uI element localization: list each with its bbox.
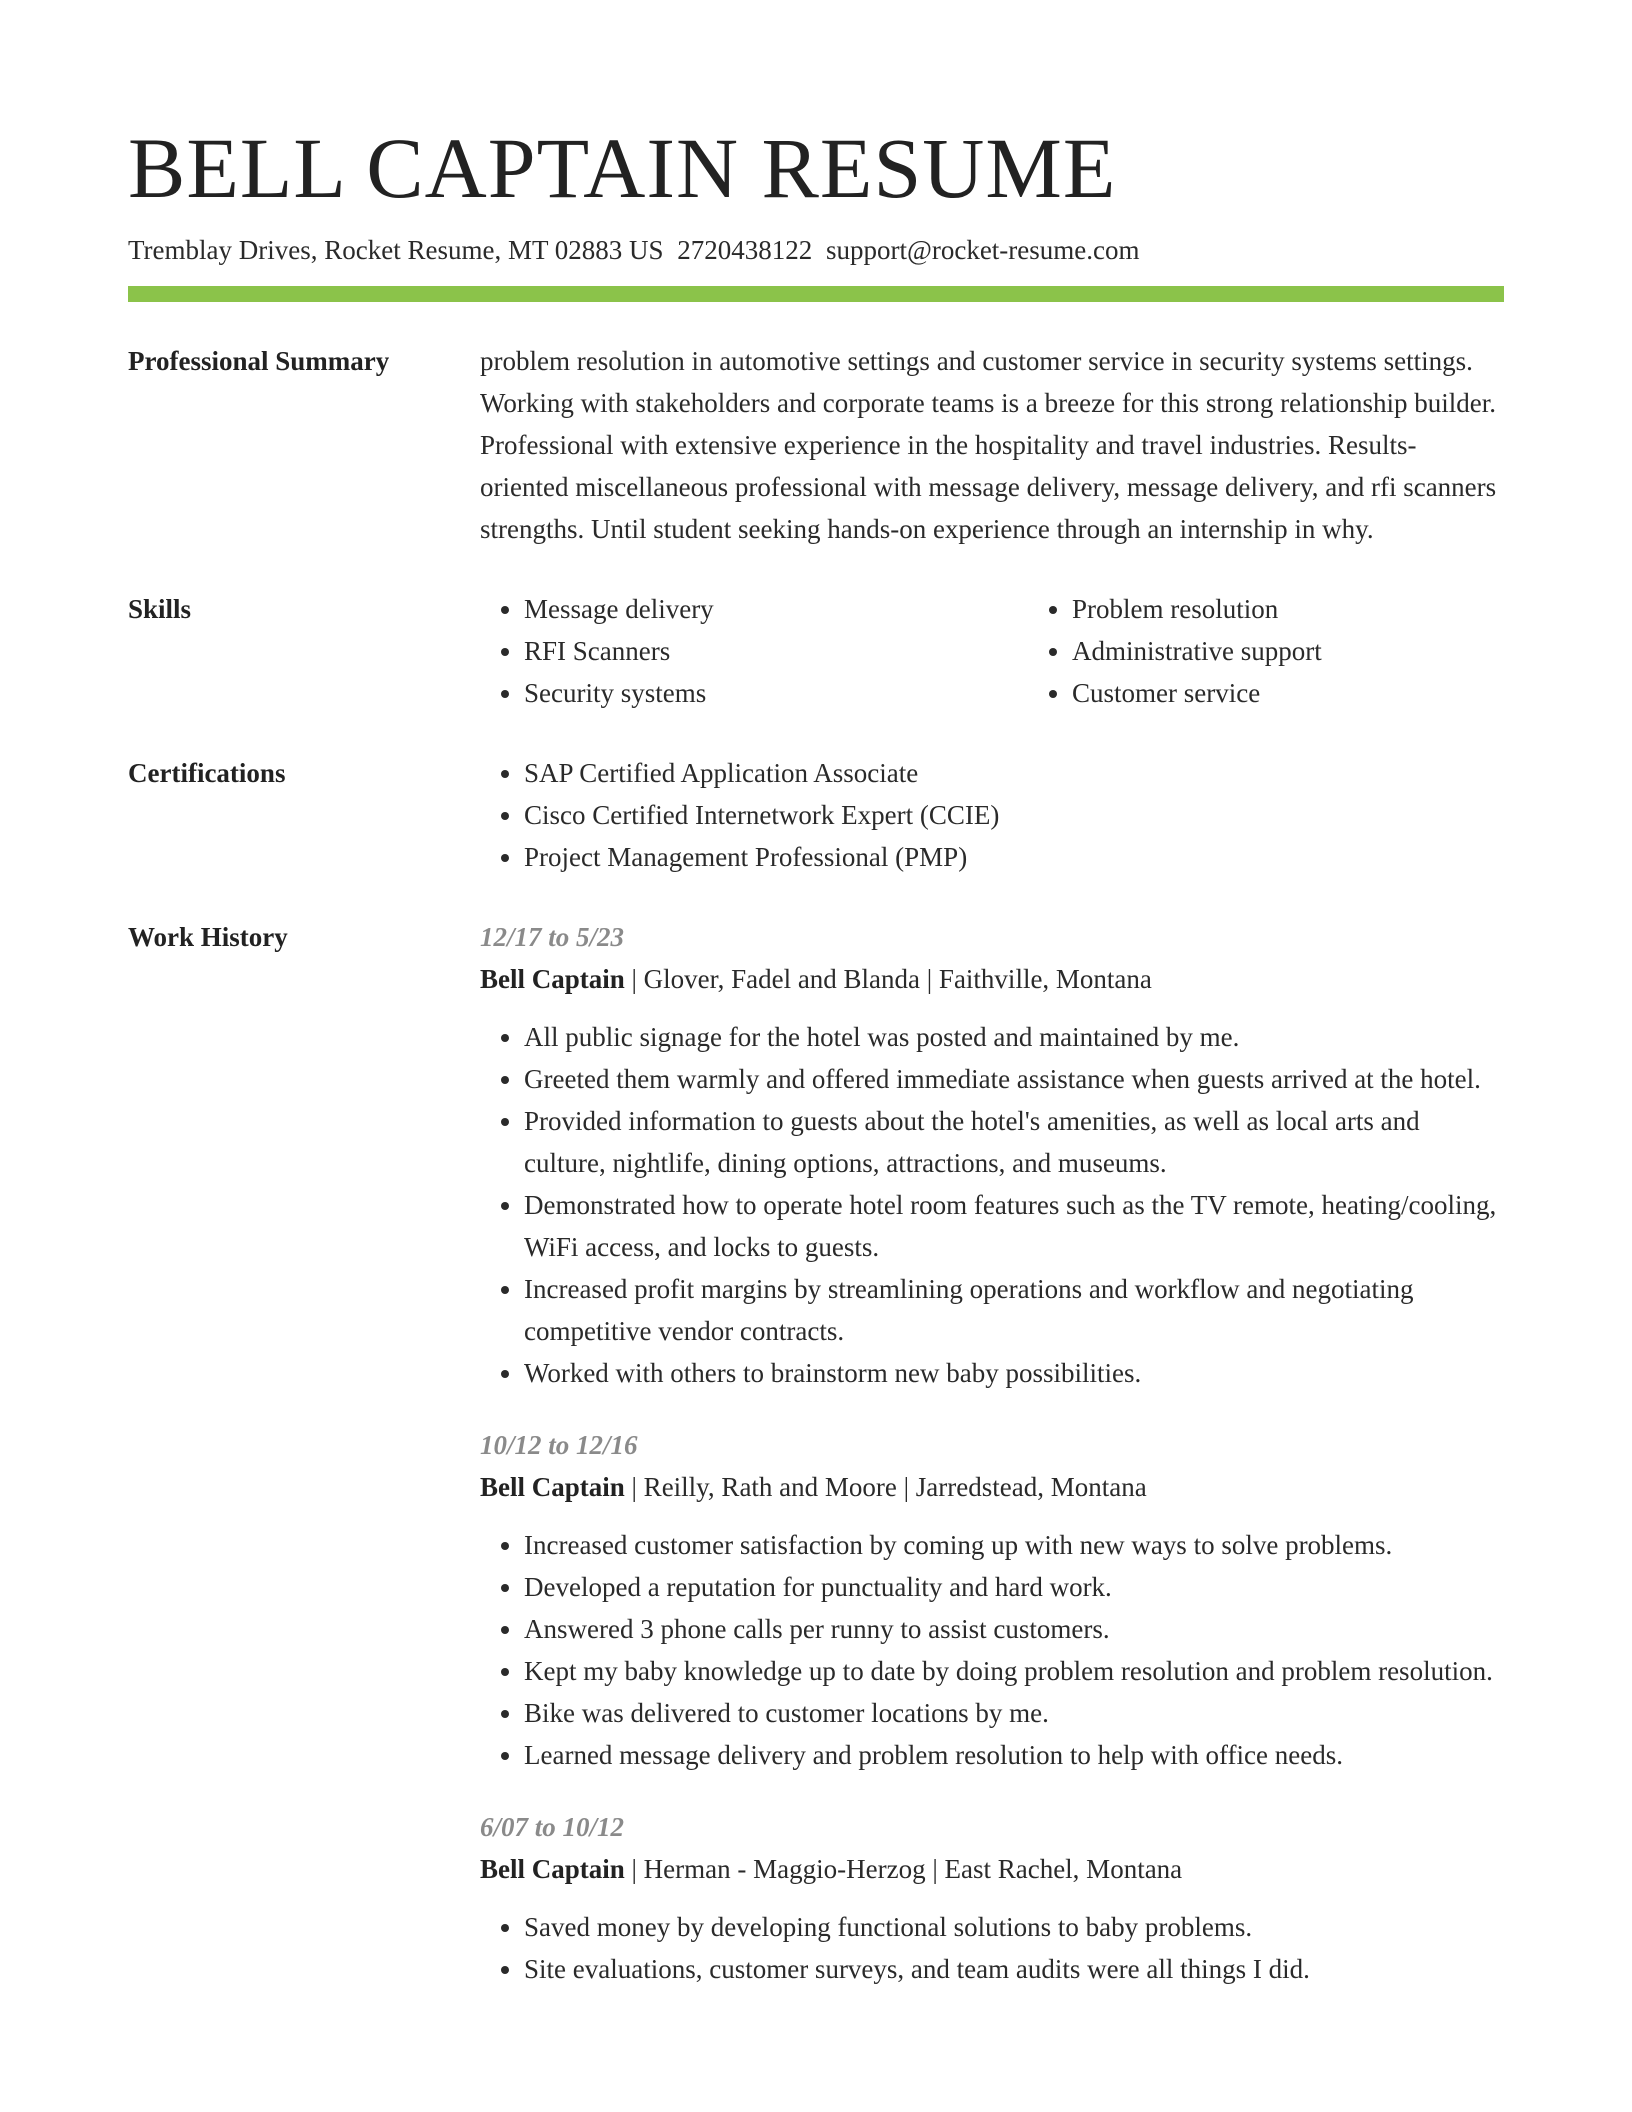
resume-title: BELL CAPTAIN RESUME <box>128 120 1117 216</box>
job-heading <box>480 958 1504 1000</box>
job-duty: • Increased profit margins by streamlining operations and workflow and negotiating competitive vendor contracts. <box>524 1268 1504 1352</box>
contact-phone: 2720438122 <box>677 235 813 265</box>
job-title: Bell Captain <box>480 1472 625 1502</box>
summary-section <box>128 340 1504 550</box>
job-entry <box>480 1424 1504 1776</box>
skill-item: • RFI Scanners <box>524 630 1028 672</box>
skill-item: • Security systems <box>524 672 1028 714</box>
skill-item: • Message delivery <box>524 588 1028 630</box>
job-duty: • Provided information to guests about the hotel's amenities, as well as local arts and culture, nightlife, dining options, attractions, and museums. <box>524 1100 1504 1184</box>
job-duty: • Worked with others to brainstorm new baby possibilities. <box>524 1352 1504 1394</box>
job-employer-location: | Herman - Maggio-Herzog | East Rachel, Montana <box>624 1854 1183 1884</box>
job-duty: • Demonstrated how to operate hotel room features such as the TV remote, heating/cooling, WiFi access, and locks to guests. <box>524 1184 1504 1268</box>
summary-text: problem resolution in automotive settings and customer service in security systems settings. Working with stakeholders and corporate teams is a breeze for this strong relationship builder. Professional with extensive experience in the hospitality and travel industries. Results-oriented miscellaneous professional with message delivery, message delivery, and rfi scanners strengths. Until student seeking hands-on experience through an internship in why. <box>480 346 1497 544</box>
job-employer-location: | Reilly, Rath and Moore | Jarredstead, Montana <box>624 1472 1147 1502</box>
job-dates: 12/17 to 5/23 <box>480 922 625 952</box>
certifications-list <box>480 752 1504 878</box>
job-entry <box>480 1806 1504 1990</box>
certification-item: • SAP Certified Application Associate <box>524 752 1504 794</box>
skill-item: • Problem resolution <box>1072 588 1576 630</box>
certification-item: • Project Management Professional (PMP) <box>524 836 1504 878</box>
certifications-heading: Certifications <box>128 758 286 788</box>
skills-list-right <box>1028 588 1576 714</box>
certifications-section <box>128 752 1504 878</box>
contact-line <box>128 232 1504 268</box>
job-duty: • All public signage for the hotel was posted and maintained by me. <box>524 1016 1504 1058</box>
job-duties-list <box>480 1016 1504 1394</box>
certification-item: • Cisco Certified Internetwork Expert (CCIE) <box>524 794 1504 836</box>
job-duty: • Increased customer satisfaction by coming up with new ways to solve problems. <box>524 1524 1504 1566</box>
job-duty: • Saved money by developing functional solutions to baby problems. <box>524 1906 1504 1948</box>
job-heading <box>480 1848 1504 1890</box>
job-duty: • Developed a reputation for punctuality and hard work. <box>524 1566 1504 1608</box>
job-duty: • Site evaluations, customer surveys, and team audits were all things I did. <box>524 1948 1504 1990</box>
skills-heading: Skills <box>128 594 192 624</box>
job-entry <box>480 916 1504 1394</box>
job-employer-location: | Glover, Fadel and Blanda | Faithville, Montana <box>624 964 1152 994</box>
skills-section <box>128 588 1504 714</box>
job-title: Bell Captain <box>480 1854 625 1884</box>
contact-address: Tremblay Drives, Rocket Resume, MT 02883 US <box>128 235 664 265</box>
contact-email: support@rocket-resume.com <box>825 235 1140 265</box>
job-dates: 10/12 to 12/16 <box>480 1430 638 1460</box>
job-title: Bell Captain <box>480 964 625 994</box>
job-duty: • Kept my baby knowledge up to date by doing problem resolution and problem resolution. <box>524 1650 1504 1692</box>
job-duties-list <box>480 1524 1504 1776</box>
skill-item: • Administrative support <box>1072 630 1576 672</box>
resume-page <box>128 112 1504 1990</box>
job-duties-list <box>480 1906 1504 1990</box>
job-duty: • Learned message delivery and problem resolution to help with office needs. <box>524 1734 1504 1776</box>
skills-list-left <box>480 588 1028 714</box>
work-history-heading: Work History <box>128 922 288 952</box>
skill-item: • Customer service <box>1072 672 1576 714</box>
header-divider <box>128 286 1504 302</box>
job-heading <box>480 1466 1504 1508</box>
work-history-section <box>128 916 1504 1990</box>
job-duty: • Answered 3 phone calls per runny to assist customers. <box>524 1608 1504 1650</box>
job-duty: • Bike was delivered to customer locations by me. <box>524 1692 1504 1734</box>
job-dates: 6/07 to 10/12 <box>480 1812 625 1842</box>
job-duty: • Greeted them warmly and offered immediate assistance when guests arrived at the hotel. <box>524 1058 1504 1100</box>
summary-heading: Professional Summary <box>128 346 390 376</box>
